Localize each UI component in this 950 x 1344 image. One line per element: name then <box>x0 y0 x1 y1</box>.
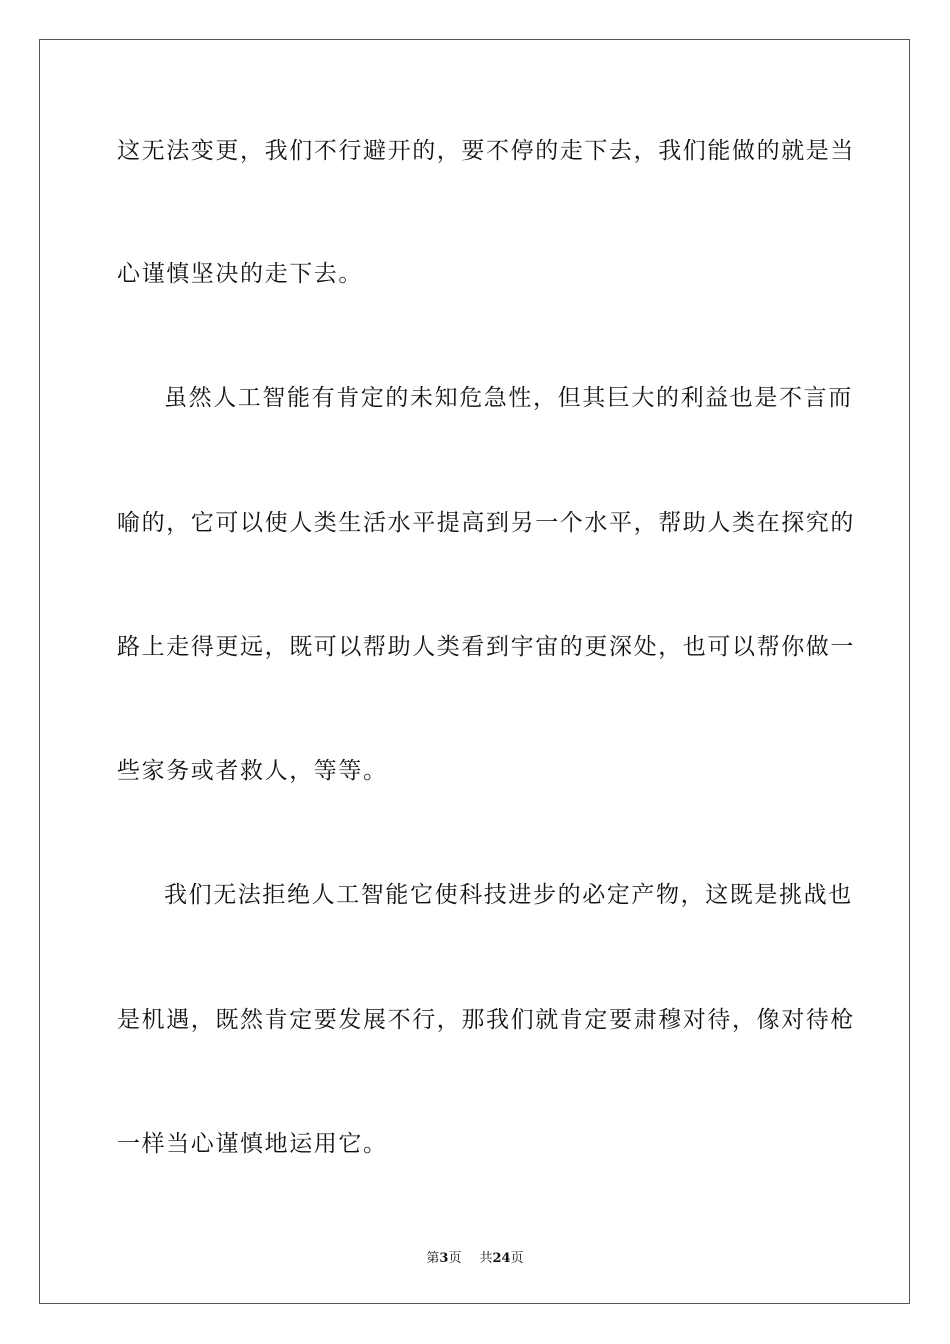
page-footer <box>0 1247 950 1266</box>
paragraph-1-line-1: 这无法变更，我们不行避开的，要不停的走下去，我们能做的就是当 <box>117 138 855 164</box>
paragraph-3-line-2: 是机遇，既然肯定要发展不行，那我们就肯定要肃穆对待，像对待枪 <box>117 1007 855 1033</box>
page-prefix: 第 <box>426 1251 440 1266</box>
total-pages: 24 <box>492 1251 511 1266</box>
page-suffix: 页 <box>448 1251 462 1266</box>
page-border <box>39 39 910 1304</box>
paragraph-2-line-4: 些家务或者救人，等等。 <box>117 758 388 784</box>
paragraph-2-line-3: 路上走得更远，既可以帮助人类看到宇宙的更深处，也可以帮你做一 <box>117 634 855 660</box>
paragraph-3-line-1: 我们无法拒绝人工智能它使科技进步的必定产物，这既是挑战也 <box>164 882 853 908</box>
total-prefix: 共 <box>479 1251 493 1266</box>
page-number: 3 <box>439 1251 449 1266</box>
paragraph-2-line-1: 虽然人工智能有肯定的未知危急性，但其巨大的利益也是不言而 <box>164 385 853 411</box>
paragraph-2-line-2: 喻的，它可以使人类生活水平提高到另一个水平，帮助人类在探究的 <box>117 510 855 536</box>
total-suffix: 页 <box>510 1251 524 1266</box>
paragraph-1-line-2: 心谨慎坚决的走下去。 <box>117 261 363 287</box>
paragraph-3-line-3: 一样当心谨慎地运用它。 <box>117 1131 388 1157</box>
